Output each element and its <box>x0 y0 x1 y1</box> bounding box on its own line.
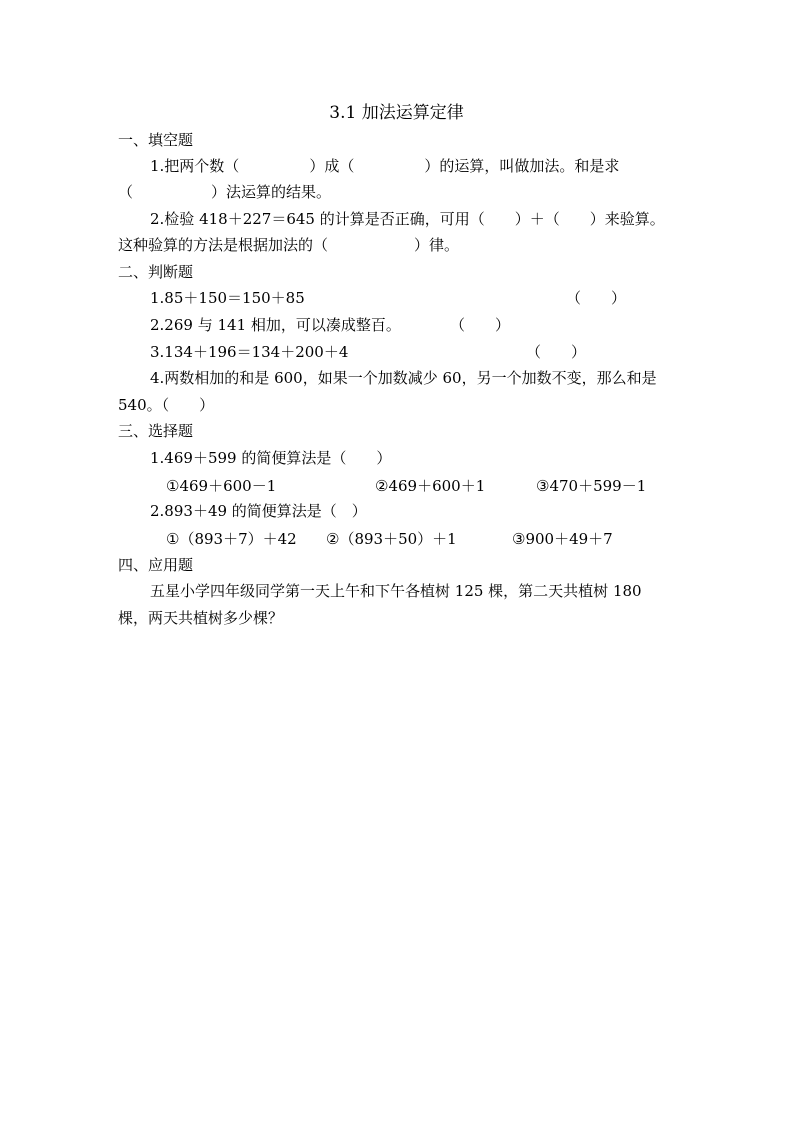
section-heading-fill-blank: 一、填空题 <box>118 131 194 149</box>
fill-q2-part3: ）来验算。 <box>589 210 665 228</box>
judge-question-4-line-1: 4.两数相加的和是 600，如果一个加数减少 60，另一个加数不变，那么和是 <box>150 369 657 387</box>
choice-question-1-text: 1.469＋599 的简便算法是（ ） <box>150 449 392 467</box>
section-heading-word-problem: 四、应用题 <box>118 556 194 574</box>
judge-question-1-text: 1.85＋150＝150＋85 <box>150 289 305 307</box>
fill-q1-part5: ）法运算的结果。 <box>211 183 332 201</box>
word-problem-line-2: 棵，两天共植树多少棵？ <box>118 609 284 627</box>
choice-q2-option-1: ①（893＋7）＋42 <box>166 530 297 548</box>
fill-q2-part1: 2.检验 418＋227＝645 的计算是否正确，可用（ <box>150 210 485 228</box>
fill-question-1-line-2 <box>118 182 331 202</box>
fill-question-2-line-2 <box>118 235 459 255</box>
judge-question-3-text: 3.134＋196＝134＋200＋4 <box>150 343 349 361</box>
fill-q1-part1: 1.把两个数（ <box>150 157 240 175</box>
choice-question-2-text: 2.893＋49 的简便算法是（ ） <box>150 502 367 520</box>
fill-question-2-line-1 <box>150 209 665 229</box>
fill-q2-part2: ）＋（ <box>514 210 560 228</box>
choice-q1-option-2: ②469＋600＋1 <box>375 477 486 495</box>
fill-q1-part4: （ <box>118 183 134 201</box>
choice-q2-option-2: ②（893＋50）＋1 <box>326 530 457 548</box>
fill-q1-part3: ）的运算，叫做加法。和是求 <box>424 157 620 175</box>
judge-question-3-answer-paren: （ ） <box>526 343 587 361</box>
fill-question-1-line-1 <box>150 156 619 176</box>
judge-question-1-answer-paren: （ ） <box>566 289 627 307</box>
choice-q1-option-3: ③470＋599－1 <box>536 477 647 495</box>
fill-q2-part5: ）律。 <box>414 236 460 254</box>
section-heading-multiple-choice: 三、选择题 <box>118 422 194 440</box>
judge-question-2-answer-paren: （ ） <box>450 316 511 334</box>
fill-q1-part2: ）成（ <box>309 157 355 175</box>
judge-question-2-text: 2.269 与 141 相加，可以凑成整百。 <box>150 316 401 334</box>
choice-q2-option-3: ③900＋49＋7 <box>512 530 613 548</box>
page-title: 3.1 加法运算定律 <box>329 103 464 123</box>
word-problem-line-1: 五星小学四年级同学第一天上午和下午各植树 125 棵，第二天共植树 180 <box>150 582 642 600</box>
fill-q2-part4: 这种验算的方法是根据加法的（ <box>118 236 329 254</box>
choice-q1-option-1: ①469＋600－1 <box>166 477 277 495</box>
section-heading-true-false: 二、判断题 <box>118 263 194 281</box>
judge-question-4-line-2: 540。（ ） <box>118 396 215 414</box>
